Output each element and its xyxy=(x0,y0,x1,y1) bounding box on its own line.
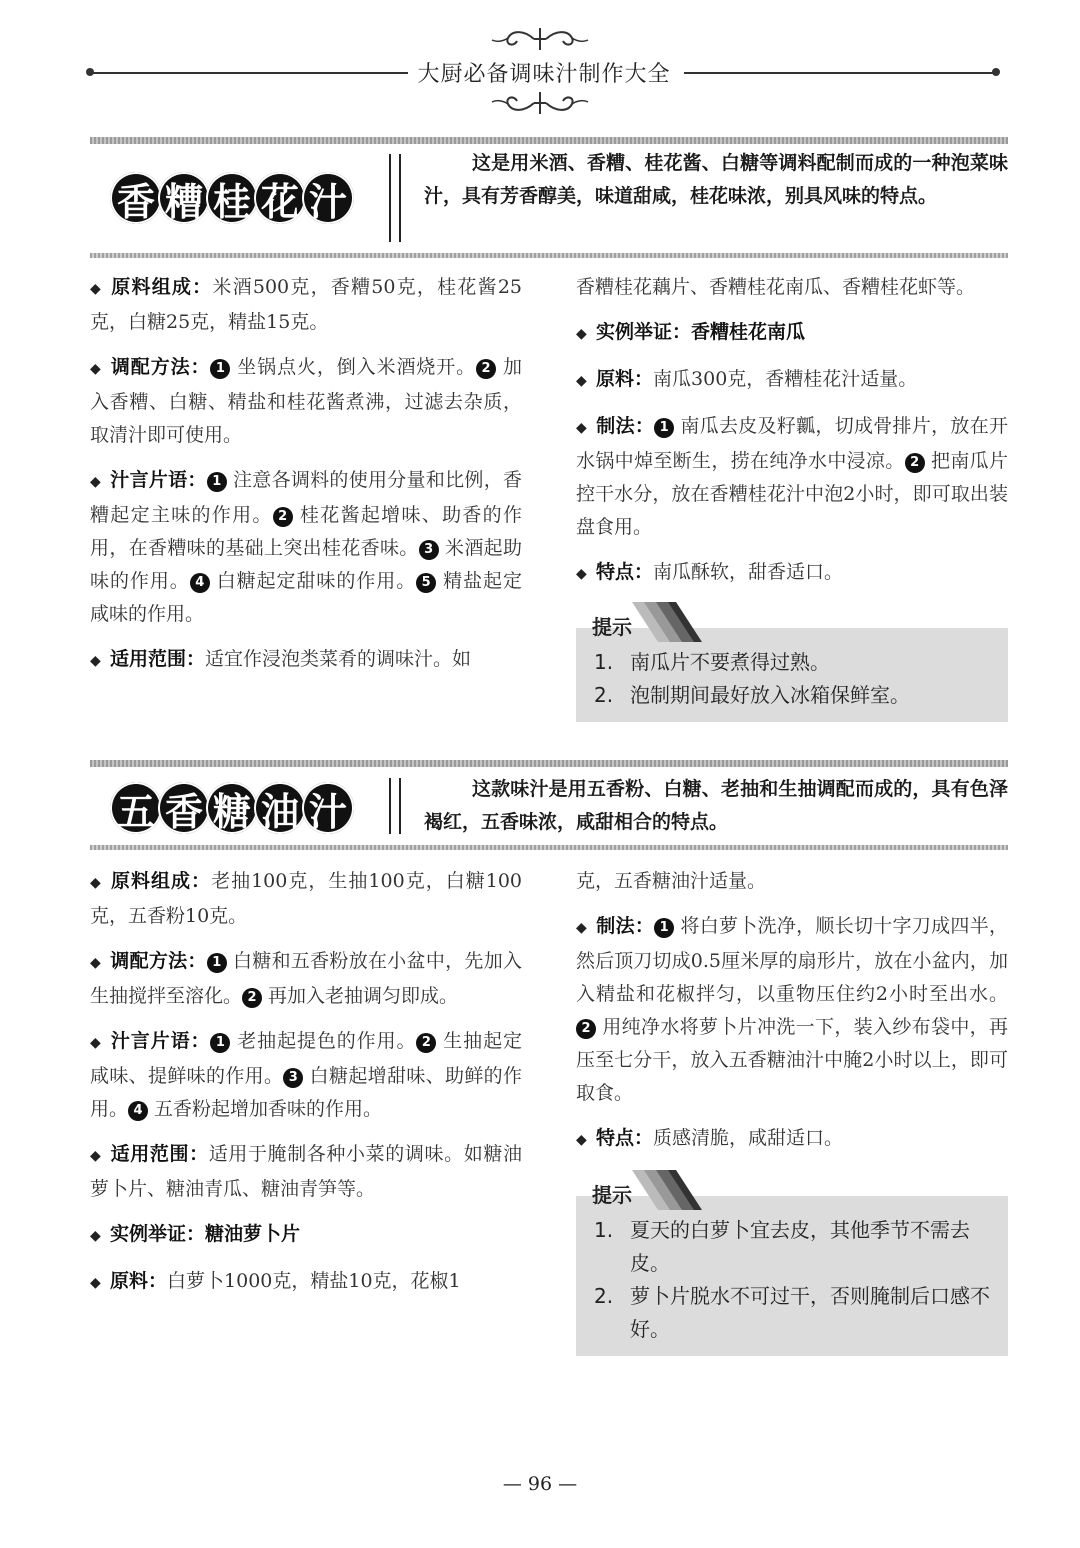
step-number-icon: 2 xyxy=(242,988,262,1008)
step-number-icon: 1 xyxy=(210,1033,230,1053)
ingredients-paragraph xyxy=(90,865,522,933)
section2-title-badge xyxy=(110,782,350,834)
tip-text: 夏天的白萝卜宜去皮，其他季节不需去皮。 xyxy=(630,1218,970,1275)
scope-label: 适用范围： xyxy=(110,1143,209,1165)
section1-intro: 这是用米酒、香糟、桂花酱、白糖等调料配制而成的一种泡菜味汁，具有芳香醇美，味道甜咸，桂花味浓，别具风味的特点。 xyxy=(424,152,1008,207)
header-ornament-bottom xyxy=(490,88,590,118)
material-paragraph xyxy=(90,1265,522,1300)
tip-item: 精盐起定咸味的作用。 xyxy=(90,570,522,625)
tip-item: 白糖起定甜味的作用。 xyxy=(215,570,417,592)
scope-label: 适用范围： xyxy=(110,648,206,670)
ingredients-text: 米酒500克，香糟50克，桂花酱25克，白糖25克，精盐15克。 xyxy=(90,276,522,333)
step-number-icon: 3 xyxy=(419,540,439,560)
title-char: 桂 xyxy=(206,172,258,224)
tip-item xyxy=(590,1280,994,1346)
tip-body xyxy=(576,642,1008,722)
example-label: 实例举证： xyxy=(110,1223,206,1245)
diamond-bullet-icon: ◆ xyxy=(90,1035,101,1051)
tips-label: 汁言片语： xyxy=(110,1030,211,1052)
title-char: 油 xyxy=(254,782,306,834)
section1-bottom-rule xyxy=(90,253,1008,258)
recipe-paragraph xyxy=(576,910,1008,1110)
material-paragraph xyxy=(576,363,1008,398)
running-header-title: 大厨必备调味汁制作大全 xyxy=(417,62,671,87)
section1-left-column xyxy=(90,271,522,690)
scope-text: 适宜作浸泡类菜肴的调味汁。如 xyxy=(205,648,472,670)
scope-continuation: 香糟桂花藕片、香糟桂花南瓜、香糟桂花虾等。 xyxy=(576,276,976,298)
section1-divider-bar xyxy=(389,154,401,242)
diamond-bullet-icon: ◆ xyxy=(576,373,587,389)
step-number-icon: 4 xyxy=(190,573,210,593)
step-number-icon: 2 xyxy=(416,1033,436,1053)
title-char: 花 xyxy=(254,172,306,224)
material-label: 原料： xyxy=(596,368,654,390)
step-number-icon: 2 xyxy=(576,1019,596,1039)
ingredients-paragraph xyxy=(90,271,522,339)
material-text: 南瓜300克，香糟桂花汁适量。 xyxy=(653,368,918,390)
section2-tip-box xyxy=(576,1170,1008,1356)
diamond-bullet-icon: ◆ xyxy=(90,1275,101,1291)
method-step: 加入香糟、白糖、精盐和桂花酱煮沸，过滤去杂质，取清汁即可使用。 xyxy=(90,356,522,446)
section1-right-column xyxy=(576,271,1008,603)
diamond-bullet-icon: ◆ xyxy=(90,281,101,297)
tip-stripes-icon xyxy=(632,602,702,642)
tip-label: 提示 xyxy=(592,615,632,639)
feature-text: 质感清脆，咸甜适口。 xyxy=(653,1127,844,1149)
tip-number: 2. xyxy=(594,1284,614,1308)
section1-top-rule xyxy=(90,137,1008,144)
tips-label: 汁言片语： xyxy=(110,469,207,491)
recipe-step: 南瓜去皮及籽瓤，切成骨排片，放在开水锅中焯至断生，捞在纯净水中浸凉。 xyxy=(576,415,1008,472)
tip-text: 南瓜片不要煮得过熟。 xyxy=(630,650,830,674)
step-number-icon: 1 xyxy=(210,359,230,379)
scope-paragraph xyxy=(90,643,522,678)
section2-intro: 这款味汁是用五香粉、白糖、老抽和生抽调配而成的，具有色泽褐红，五香味浓，咸甜相合的特点。 xyxy=(424,778,1008,833)
recipe-label: 制法： xyxy=(596,415,655,437)
diamond-bullet-icon: ◆ xyxy=(90,1228,101,1244)
example-dish: 糖油萝卜片 xyxy=(205,1223,301,1245)
title-char: 香 xyxy=(110,172,162,224)
title-char: 糟 xyxy=(158,172,210,224)
recipe-step: 将白萝卜洗净，顺长切十字刀成四半，然后顶刀切成0.5厘米厚的扇形片，放在小盆内，加入精盐和花椒拌匀，以重物压住约2小时至出水。 xyxy=(576,915,1008,1005)
scope-paragraph xyxy=(90,1138,522,1206)
step-number-icon: 2 xyxy=(905,453,925,473)
tip-body xyxy=(576,1210,1008,1356)
step-number-icon: 5 xyxy=(416,573,436,593)
tip-text: 泡制期间最好放入冰箱保鲜室。 xyxy=(630,683,910,707)
recipe-step: 用纯净水将萝卜片冲洗一下，装入纱布袋中，再压至七分干，放入五香糖油汁中腌2小时以上，即可取食。 xyxy=(576,1016,1008,1104)
tip-header xyxy=(576,1170,1008,1210)
tip-stripes-icon xyxy=(632,1170,702,1210)
section2-divider-bar xyxy=(389,778,401,834)
ingredients-label: 原料组成： xyxy=(110,276,213,298)
tip-item: 生抽起定咸味、提鲜味的作用。 xyxy=(90,1030,522,1087)
title-char: 汁 xyxy=(302,172,354,224)
title-char: 汁 xyxy=(302,782,354,834)
tip-item xyxy=(590,646,994,679)
material-continuation: 克，五香糖油汁适量。 xyxy=(576,870,767,892)
tip-number: 1. xyxy=(594,1218,614,1242)
diamond-bullet-icon: ◆ xyxy=(90,1148,101,1164)
step-number-icon: 1 xyxy=(654,918,674,938)
section1-title-badge xyxy=(110,172,350,224)
tips-paragraph xyxy=(90,1025,522,1126)
method-step: 坐锅点火，倒入米酒烧开。 xyxy=(236,356,477,378)
method-label: 调配方法： xyxy=(110,356,211,378)
header-ornament-top xyxy=(490,24,590,54)
step-number-icon: 1 xyxy=(207,472,227,492)
feature-paragraph xyxy=(576,1122,1008,1157)
feature-text: 南瓜酥软，甜香适口。 xyxy=(653,561,844,583)
feature-label: 特点： xyxy=(596,1127,654,1149)
material-label: 原料： xyxy=(110,1270,168,1292)
title-char: 香 xyxy=(158,782,210,834)
diamond-bullet-icon: ◆ xyxy=(576,326,587,342)
recipe-step: 把南瓜片控干水分，放在香糟桂花汁中泡2小时，即可取出装盘食用。 xyxy=(576,450,1008,538)
title-char: 五 xyxy=(110,782,162,834)
diamond-bullet-icon: ◆ xyxy=(576,920,587,936)
section2-left-column xyxy=(90,865,522,1312)
ingredients-label: 原料组成： xyxy=(110,870,212,892)
title-char: 糖 xyxy=(206,782,258,834)
tip-item: 老抽起提色的作用。 xyxy=(236,1030,417,1052)
ingredients-text: 老抽100克，生抽100克，白糖100克，五香粉10克。 xyxy=(90,870,522,927)
method-paragraph xyxy=(90,351,522,452)
tip-item: 白糖起增甜味、助鲜的作用。 xyxy=(90,1065,522,1120)
feature-label: 特点： xyxy=(596,561,654,583)
header-rule-right xyxy=(684,72,996,74)
step-number-icon: 3 xyxy=(283,1068,303,1088)
example-label: 实例举证： xyxy=(596,321,692,343)
tips-paragraph xyxy=(90,464,522,631)
diamond-bullet-icon: ◆ xyxy=(576,1132,587,1148)
step-number-icon: 2 xyxy=(273,507,293,527)
example-paragraph xyxy=(576,316,1008,351)
diamond-bullet-icon: ◆ xyxy=(576,566,587,582)
section2-bottom-rule xyxy=(90,845,1008,850)
method-step: 再加入老抽调匀即成。 xyxy=(268,985,459,1007)
tip-item: 五香粉起增加香味的作用。 xyxy=(154,1098,383,1120)
diamond-bullet-icon: ◆ xyxy=(90,875,101,891)
method-label: 调配方法： xyxy=(110,950,207,972)
section2-top-rule xyxy=(90,760,1008,767)
step-number-icon: 4 xyxy=(128,1101,148,1121)
header-dot-right xyxy=(992,68,1000,76)
tip-number: 2. xyxy=(594,683,614,707)
diamond-bullet-icon: ◆ xyxy=(90,955,101,971)
tip-item: 米酒起助味的作用。 xyxy=(90,537,522,592)
example-dish: 香糟桂花南瓜 xyxy=(691,321,806,343)
recipe-paragraph xyxy=(576,410,1008,544)
step-number-icon: 1 xyxy=(207,953,227,973)
section2-right-column xyxy=(576,865,1008,1169)
method-step: 白糖和五香粉放在小盆中，先加入生抽搅拌至溶化。 xyxy=(90,950,522,1007)
material-text: 白萝卜1000克，精盐10克，花椒1 xyxy=(167,1270,461,1292)
recipe-label: 制法： xyxy=(596,915,655,937)
tip-item: 注意各调料的使用分量和比例，香糟起定主味的作用。 xyxy=(90,469,522,526)
tip-item: 桂花酱起增味、助香的作用，在香糟味的基础上突出桂花香味。 xyxy=(90,504,522,559)
scope-text: 适用于腌制各种小菜的调味。如糖油萝卜片、糖油青瓜、糖油青笋等。 xyxy=(90,1143,522,1200)
header-rule-left xyxy=(90,72,408,74)
tip-text: 萝卜片脱水不可过干，否则腌制后口感不好。 xyxy=(630,1284,990,1341)
diamond-bullet-icon: ◆ xyxy=(90,474,101,490)
section1-tip-box xyxy=(576,602,1008,722)
step-number-icon: 1 xyxy=(654,418,674,438)
tip-item xyxy=(590,1214,994,1280)
example-paragraph xyxy=(90,1218,522,1253)
page-number: — 96 — xyxy=(502,1473,578,1495)
step-number-icon: 2 xyxy=(476,359,496,379)
diamond-bullet-icon: ◆ xyxy=(576,420,587,436)
tip-label: 提示 xyxy=(592,1183,632,1207)
method-paragraph xyxy=(90,945,522,1013)
feature-paragraph xyxy=(576,556,1008,591)
diamond-bullet-icon: ◆ xyxy=(90,653,101,669)
diamond-bullet-icon: ◆ xyxy=(90,361,101,377)
tip-number: 1. xyxy=(594,650,614,674)
tip-item xyxy=(590,679,994,712)
tip-header xyxy=(576,602,1008,642)
